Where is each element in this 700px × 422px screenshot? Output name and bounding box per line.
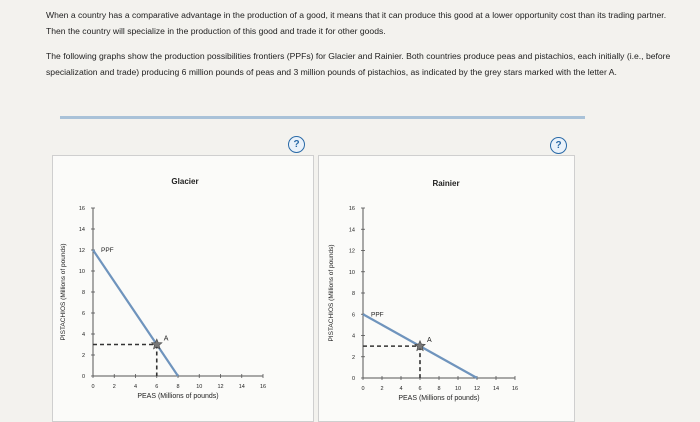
y-tick-label: 4 [351,333,355,340]
glacier-graph-panel [52,155,314,422]
x-tick-label: 10 [196,384,203,390]
help-button-glacier[interactable]: ? [288,136,305,153]
x-tick-label: 4 [133,384,138,390]
x-axis-label: PEAS (Millions of pounds) [398,395,480,402]
x-tick-label: 16 [259,384,267,390]
y-tick-label: 14 [78,227,85,233]
y-tick-label: 2 [81,353,85,359]
y-tick-label: 2 [351,354,355,361]
y-tick-label: 16 [348,206,355,212]
chart-title: Glacier [171,177,199,186]
chart-title: Rainier [432,179,460,188]
y-tick-label: 6 [351,312,355,319]
x-tick-label: 6 [418,386,422,392]
x-tick-label: 12 [217,384,224,390]
x-tick-label: 2 [112,384,116,390]
x-tick-label: 8 [437,386,441,392]
x-tick-label: 6 [155,384,159,390]
y-tick-label: 0 [351,376,355,382]
x-tick-label: 10 [454,386,462,392]
section-divider [60,116,585,119]
ppf-line [93,250,178,376]
y-tick-label: 8 [351,291,355,297]
y-axis-label: PISTACHIOS (Millions of pounds) [328,244,335,342]
instruction-paragraph-1: When a country has a comparative advantage in the production of a good, it means that it can produce this good at a lower opportunity cost than its trading partner. Then the country will specialize in the production of this good and trade it for other goods. [46,10,667,36]
x-tick-label: 12 [473,386,481,392]
y-axis-label: PISTACHIOS (Millions of pounds) [60,243,67,341]
y-tick-label: 0 [81,374,85,380]
x-tick-label: 4 [399,386,403,392]
x-tick-label: 0 [361,386,365,392]
y-tick-label: 10 [78,269,85,275]
help-button-rainier[interactable]: ? [550,137,567,154]
y-tick-label: 6 [81,311,85,317]
instruction-paragraph-2: The following graphs show the production possibilities frontiers (PPFs) for Glacier and Rainier. Both countries produce peas and pistachios, each initially (i.e., before specialization and trade) producing 6 million pounds of peas and 3 million pounds of pistachios, as indicated by the grey stars marked with the letter A. [46,51,671,77]
x-tick-label: 16 [511,386,519,392]
point-a-label: A [163,335,169,343]
rainier-ppf-chart[interactable] [319,156,574,421]
y-tick-label: 12 [348,248,355,255]
ppf-label: PPF [101,247,114,254]
x-tick-label: 14 [238,384,245,390]
point-a-label: A [427,337,432,345]
y-tick-label: 14 [348,227,355,234]
x-tick-label: 8 [176,384,180,390]
x-tick-label: 14 [492,386,500,392]
x-axis-label: PEAS (Millions of pounds) [137,393,219,400]
x-tick-label: 2 [380,386,384,392]
y-tick-label: 8 [81,290,85,296]
rainier-graph-panel [318,155,575,422]
ppf-label: PPF [371,311,384,319]
x-tick-label: 0 [91,384,95,390]
glacier-ppf-chart[interactable] [53,156,313,421]
y-tick-label: 10 [348,269,355,276]
y-tick-label: 16 [78,206,85,212]
y-tick-label: 12 [78,248,85,254]
y-tick-label: 4 [81,332,85,338]
